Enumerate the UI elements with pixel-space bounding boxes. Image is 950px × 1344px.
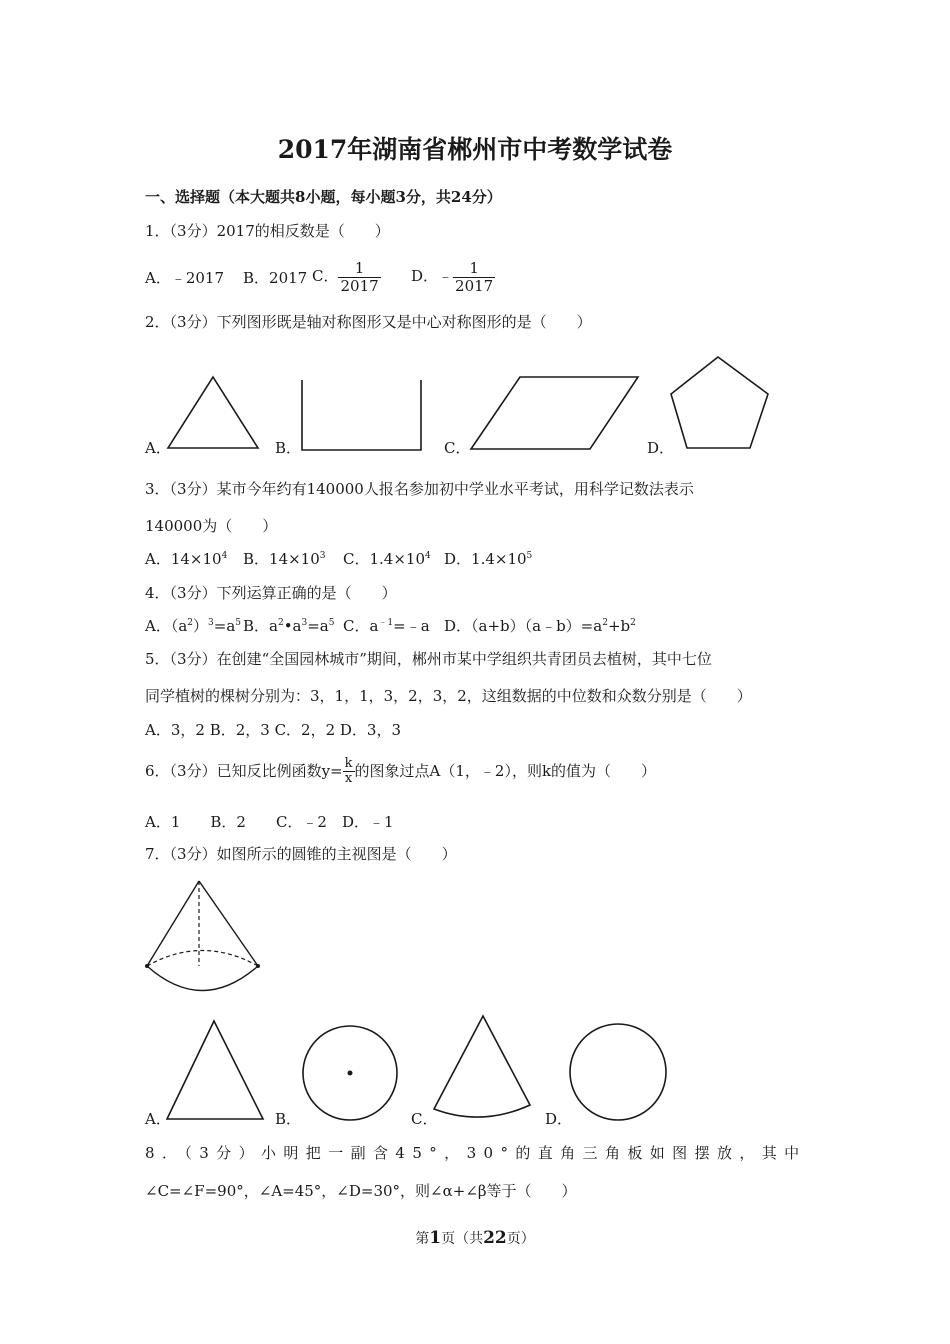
- q3-c-base: C．1.4×10: [343, 550, 425, 568]
- q1-c-numerator: 1: [338, 260, 380, 278]
- section-heading: 一、选择题（本大题共8小题，每小题3分，共24分）: [145, 188, 502, 206]
- q1-d-numerator: 1: [453, 260, 495, 278]
- q3-b-base: B．14×10: [243, 550, 320, 568]
- q7-option-d-circle: [570, 1024, 666, 1120]
- q2-option-d: D．: [647, 439, 675, 457]
- q1-option-a: A．﹣2017: [145, 269, 225, 287]
- q4-a-part3: =a: [213, 617, 236, 635]
- q3-d-exponent: 5: [526, 551, 533, 561]
- q8-stem-line2: ∠C=∠F=90°，∠A=45°，∠D=30°，则∠α+∠β等于（ ）: [145, 1182, 577, 1200]
- q4-d-exp1: 2: [602, 618, 608, 628]
- q7-option-b-circle: [303, 1026, 397, 1120]
- q7-option-b-center-dot: [348, 1071, 353, 1076]
- q4-a-exp3: 5: [235, 618, 242, 628]
- q1-stem: 1．（3分）2017的相反数是（ ）: [145, 222, 390, 240]
- q5-options: A．3，2 B．2，3 C．2，2 D．3，3: [145, 721, 402, 739]
- q5-stem-line1: 5．（3分）在创建“全国园林城市”期间，郴州市某中学组织共青团员去植树，其中七位: [145, 650, 712, 668]
- q4-a-exp1: 2: [187, 618, 194, 628]
- q2-parallelogram-shape: [471, 377, 638, 449]
- q2-option-c: C．: [444, 439, 471, 457]
- q3-d-base: D．1.4×10: [444, 550, 527, 568]
- q4-option-d: [444, 619, 636, 634]
- q3-c-exponent: 4: [425, 551, 431, 561]
- q7-stem: 7．（3分）如图所示的圆锥的主视图是（ ）: [145, 845, 457, 863]
- page-footer: [0, 1230, 950, 1247]
- q3-option-b: [243, 552, 326, 567]
- q4-b-exp2: 3: [301, 618, 308, 628]
- q7-option-c: C．: [411, 1110, 438, 1128]
- q6-stem-post: 的图象过点A（1，﹣2），则k的值为（ ）: [354, 761, 657, 780]
- q1-d-denominator: 2017: [455, 276, 494, 295]
- q3-option-a: [145, 552, 227, 567]
- q4-a-part1: A．（a: [145, 617, 188, 635]
- q4-option-c: [343, 619, 430, 634]
- q4-b-part3: =a: [307, 617, 329, 635]
- q7-cone-figure: [145, 881, 260, 991]
- q2-stem: 2．（3分）下列图形既是轴对称图形又是中心对称图形的是（ ）: [145, 313, 592, 331]
- q5-stem-line2: 同学植树的棵树分别为：3，1，1，3，2，3，2，这组数据的中位数和众数分别是（ ）: [145, 687, 752, 705]
- q7-option-a-triangle: [167, 1021, 263, 1119]
- q4-c-part2: =﹣a: [393, 617, 430, 635]
- q7-option-a: A．: [145, 1110, 171, 1128]
- q1-c-denominator: 2017: [340, 276, 379, 295]
- q6-numerator: k: [344, 756, 353, 771]
- q6-stem-pre: 6．（3分）已知反比例函数y=: [145, 761, 343, 780]
- q4-d-exp2: 2: [630, 618, 636, 628]
- q1-option-b: B．2017: [243, 269, 308, 287]
- q4-d-part2: +b: [607, 617, 631, 635]
- q1-option-c: [312, 260, 381, 294]
- q1-option-c-fraction: [338, 260, 380, 294]
- q6-options: A．1 B．2 C．﹣2 D．﹣1: [145, 813, 394, 831]
- q3-stem-line2: 140000为（ ）: [145, 517, 278, 535]
- q2-pentagon-shape: [671, 357, 768, 448]
- q4-b-exp3: 5: [328, 618, 335, 628]
- exam-title: 2017年湖南省郴州市中考数学试卷: [277, 135, 673, 164]
- q3-stem-line1: 3．（3分）某市今年约有140000人报名参加初中学业水平考试，用科学记数法表示: [145, 480, 694, 498]
- q3-a-base: A．14×10: [145, 550, 222, 568]
- q2-option-b: B．: [275, 439, 302, 457]
- q1-option-c-prefix: C．: [312, 267, 339, 285]
- q6-fraction: [343, 757, 355, 787]
- footer-pre: 第: [415, 1231, 430, 1247]
- q7-option-d: D．: [545, 1110, 573, 1128]
- q3-option-c: [343, 552, 431, 567]
- q3-b-exponent: 3: [319, 551, 326, 561]
- footer-post: 页）: [506, 1231, 535, 1247]
- q4-stem: 4．（3分）下列运算正确的是（ ）: [145, 584, 397, 602]
- q3-option-d: [444, 552, 532, 567]
- q4-b-exp1: 2: [277, 618, 284, 628]
- q1-option-d-fraction: [453, 260, 495, 294]
- q2-open-rectangle-shape: [302, 380, 421, 450]
- q4-option-a: [145, 619, 241, 634]
- q4-b-part2: •a: [283, 617, 302, 635]
- q6-denominator: x: [344, 771, 353, 787]
- footer-page-number: 1: [429, 1228, 442, 1248]
- q4-c-exp1: ﹣1: [378, 618, 394, 628]
- q4-b-part1: B．a: [243, 617, 278, 635]
- q4-a-part2: ）: [193, 617, 209, 635]
- q1-option-d-prefix: D．﹣: [411, 267, 454, 285]
- footer-mid: 页（共: [441, 1231, 484, 1247]
- q8-stem-line1: 8．（3分）小明把一副含45°，30°的直角三角板如图摆放，其中: [145, 1144, 807, 1162]
- q7-option-b: B．: [275, 1110, 302, 1128]
- q1-option-d: [411, 260, 495, 294]
- q7-option-c-sector: [434, 1016, 530, 1117]
- footer-total-pages: 22: [483, 1228, 507, 1248]
- q6-stem: [145, 757, 656, 787]
- q2-triangle-shape: [168, 377, 258, 448]
- q4-option-b: [243, 619, 334, 634]
- q4-c-part1: C．a: [343, 617, 379, 635]
- q4-a-exp2: 3: [208, 618, 214, 628]
- q2-option-a: A．: [145, 439, 171, 457]
- q3-a-exponent: 4: [221, 551, 228, 561]
- q4-d-part1: D．（a+b）（a﹣b）=a: [444, 617, 603, 635]
